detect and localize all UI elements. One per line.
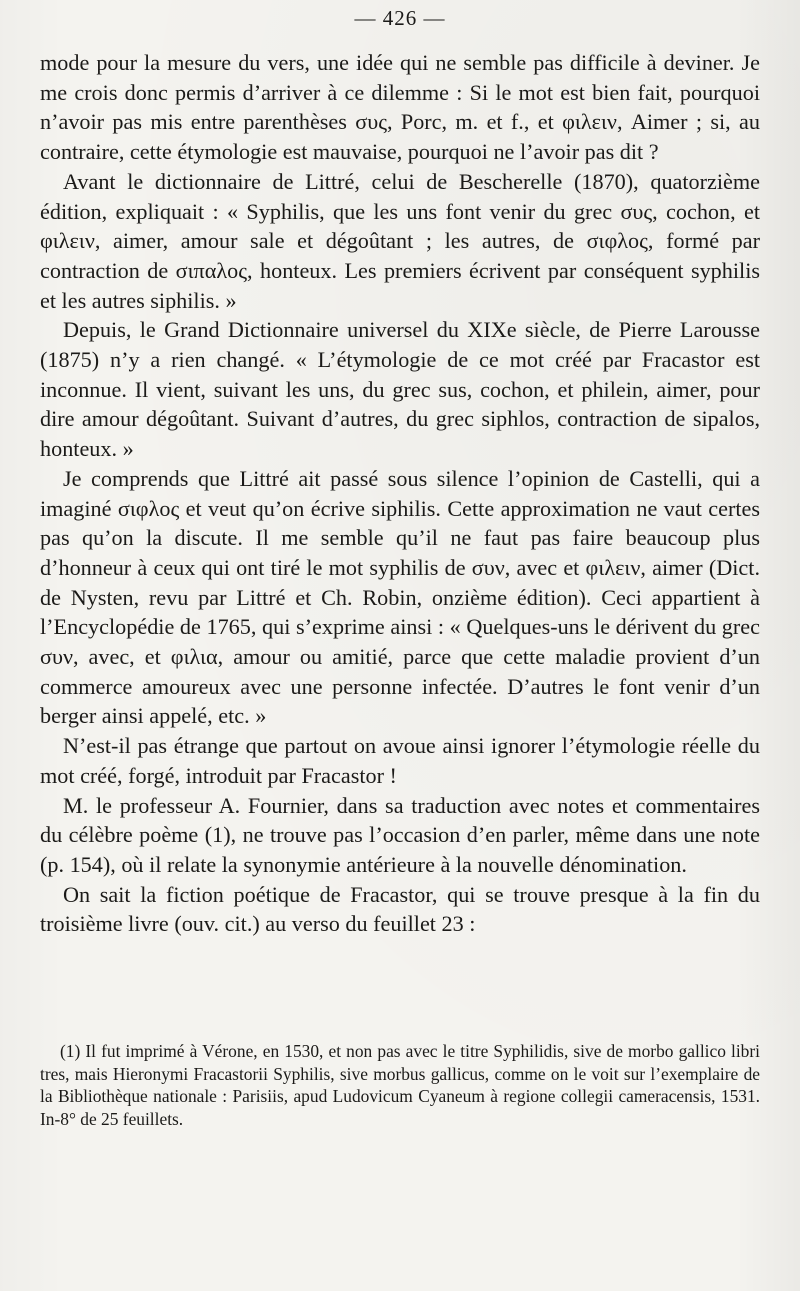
paragraph: M. le professeur A. Fournier, dans sa traduction avec notes et commentaires du célèbre poème (1), ne trouve pas l’occasion d’en parler, même dans une note (p. 154), où il relate la synonymie antérieure à la nouvelle dénomination. (40, 792, 760, 877)
page-number: — 426 — (354, 6, 446, 30)
paragraph: On sait la fiction poétique de Fracastor, qui se trouve presque à la fin du troisième livre (ouv. cit.) au verso du feuillet 23 : (40, 881, 760, 937)
paragraph: mode pour la mesure du vers, une idée qui ne semble pas difficile à deviner. Je me crois donc permis d’arriver à ce dilemme : Si le mot est bien fait, pourquoi n’avoir pas mis entre parenthèses συς, Porc, m. et f., et φιλειν, Aimer ; si, au contraire, cette étymologie est mauvaise, pourquoi ne l’avoir pas dit ? (40, 50, 760, 165)
footnote: (1) Il fut imprimé à Vérone, en 1530, et non pas avec le titre Syphilidis, sive de morbo gallico libri tres, mais Hieronymi Fracastorii Syphilis, sive morbus gallicus, comme on le voit sur l’exemplaire de la Bibliothèque nationale : Parisiis, apud Ludovicum Cyaneum à regione collegii cameracensis, 1531. In-8° de 25 feuillets. (40, 1041, 760, 1129)
footnote-area (40, 1040, 760, 1130)
main-text (40, 48, 760, 939)
paragraph: Avant le dictionnaire de Littré, celui de Bescherelle (1870), quatorzième édition, expliquait : « Syphilis, que les uns font venir du grec συς, cochon, et φιλειν, aimer, amour sale et dégoûtant ; les autres, de σιφλος, formé par contraction de σιπαλος, honteux. Les premiers écrivent par conséquent syphilis et les autres siphilis. » (40, 168, 760, 313)
paragraph: N’est-il pas étrange que partout on avoue ainsi ignorer l’étymologie réelle du mot créé, forgé, introduit par Fracastor ! (40, 733, 760, 788)
paragraph: Je comprends que Littré ait passé sous silence l’opinion de Castelli, qui a imaginé σιφλος et veut qu’on écrive siphilis. Cette approximation ne vaut certes pas qu’on la discute. Il me semble qu’il ne faut pas faire beaucoup plus d’honneur à ceux qui ont tiré le mot syphilis de συν, avec et φιλειν, aimer (Dict. de Nysten, revu par Littré et Ch. Robin, onzième édition). Ceci appartient à l’Encyclopédie de 1765, qui s’exprime ainsi : « Quelques-uns le dérivent du grec συν, avec, et φιλια, amour ou amitié, parce que cette maladie provient d’un commerce amoureux avec une personne infectée. D’autres le font venir d’un berger ainsi appelé, etc. » (40, 465, 760, 729)
paragraph: Depuis, le Grand Dictionnaire universel du XIXe siècle, de Pierre Larousse (1875) n’y a rien changé. « L’étymologie de ce mot créé par Fracastor est inconnue. Il vient, suivant les uns, du grec sus, cochon, et philein, aimer, pour dire amour dégoûtant. Suivant d’autres, du grec siphlos, contraction de sipalos, honteux. » (40, 317, 760, 462)
